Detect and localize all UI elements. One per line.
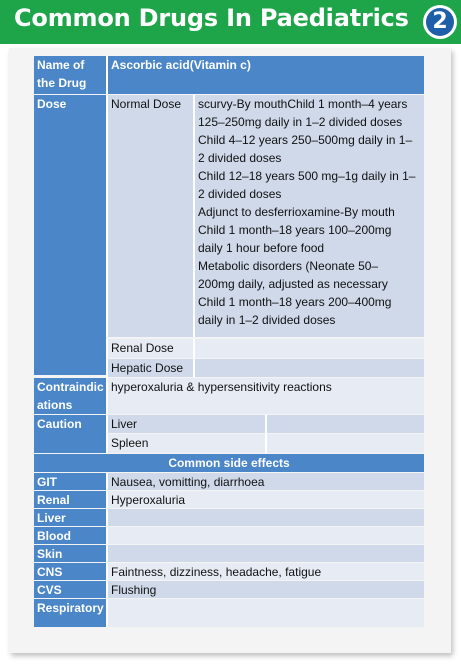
dose-line: 2 divided doses xyxy=(198,187,282,201)
dose-line: Child 1 month–18 years 100–200mg xyxy=(198,223,392,237)
dose-line: Adjunct to desferrioxamine-By mouth xyxy=(198,205,395,219)
hepatic-dose-value xyxy=(193,359,424,377)
hepatic-dose-label: Hepatic Dose xyxy=(106,359,193,377)
caution-liver: Liver xyxy=(106,415,265,433)
dose-line: daily in 1–2 divided doses xyxy=(198,313,336,327)
caution-spleen-value xyxy=(265,434,424,453)
side-effect-system: Liver xyxy=(34,509,106,526)
contraindications-label-line: Contraindic xyxy=(37,380,104,394)
contraindications-value: hyperoxaluria & hypersensitivity reactions xyxy=(106,378,424,414)
page-number-badge xyxy=(423,5,457,39)
side-effect-value xyxy=(106,545,424,562)
side-effect-value: Hyperoxaluria xyxy=(106,491,424,508)
page-number: 2 xyxy=(426,8,454,36)
contraindications-label xyxy=(34,378,106,414)
caution-liver-value xyxy=(265,415,424,433)
side-effect-value: Faintness, dizziness, headache, fatigue xyxy=(106,563,424,580)
side-effect-value xyxy=(106,509,424,526)
page-title: Common Drugs In Paediatrics xyxy=(14,4,409,32)
dose-line: scurvy-By mouthChild 1 month–4 years xyxy=(198,97,408,111)
normal-dose-label: Normal Dose xyxy=(106,95,193,337)
side-effect-system: CVS xyxy=(34,581,106,598)
side-effect-system: Renal xyxy=(34,491,106,508)
contraindications-label-line: ations xyxy=(37,398,73,412)
title-banner xyxy=(0,0,461,44)
side-effect-value xyxy=(106,527,424,544)
caution-label: Caution xyxy=(34,415,106,453)
drug-name: Ascorbic acid(Vitamin c) xyxy=(106,56,424,94)
side-effect-system: Skin xyxy=(34,545,106,562)
renal-dose-label: Renal Dose xyxy=(106,339,193,358)
dose-line: Child 1 month–18 years 200–400mg xyxy=(198,295,392,309)
caution-spleen: Spleen xyxy=(106,434,265,453)
side-effect-system: Respiratory xyxy=(34,599,106,627)
side-effect-value: Flushing xyxy=(106,581,424,598)
renal-dose-value xyxy=(193,339,424,358)
dose-line: 200mg daily, adjusted as necessary xyxy=(198,277,388,291)
side-effect-value: Nausea, vomitting, diarrhoea xyxy=(106,473,424,490)
dose-line: daily 1 hour before food xyxy=(198,241,325,255)
dose-line: Metabolic disorders (Neonate 50– xyxy=(198,259,379,273)
side-effects-header: Common side effects xyxy=(34,454,424,472)
dose-label: Dose xyxy=(34,95,106,375)
dose-line: 125–250mg daily in 1–2 divided doses xyxy=(198,115,403,129)
side-effect-system: GIT xyxy=(34,473,106,490)
dose-line: Child 4–12 years 250–500mg daily in 1– xyxy=(198,133,413,147)
dose-line: Child 12–18 years 500 mg–1g daily in 1– xyxy=(198,169,416,183)
side-effect-system: CNS xyxy=(34,563,106,580)
side-effect-value xyxy=(106,599,424,627)
side-effect-system: Blood xyxy=(34,527,106,544)
normal-dose-details xyxy=(193,95,424,337)
name-of-drug-label: Name of the Drug xyxy=(34,56,106,94)
dose-line: 2 divided doses xyxy=(198,151,282,165)
